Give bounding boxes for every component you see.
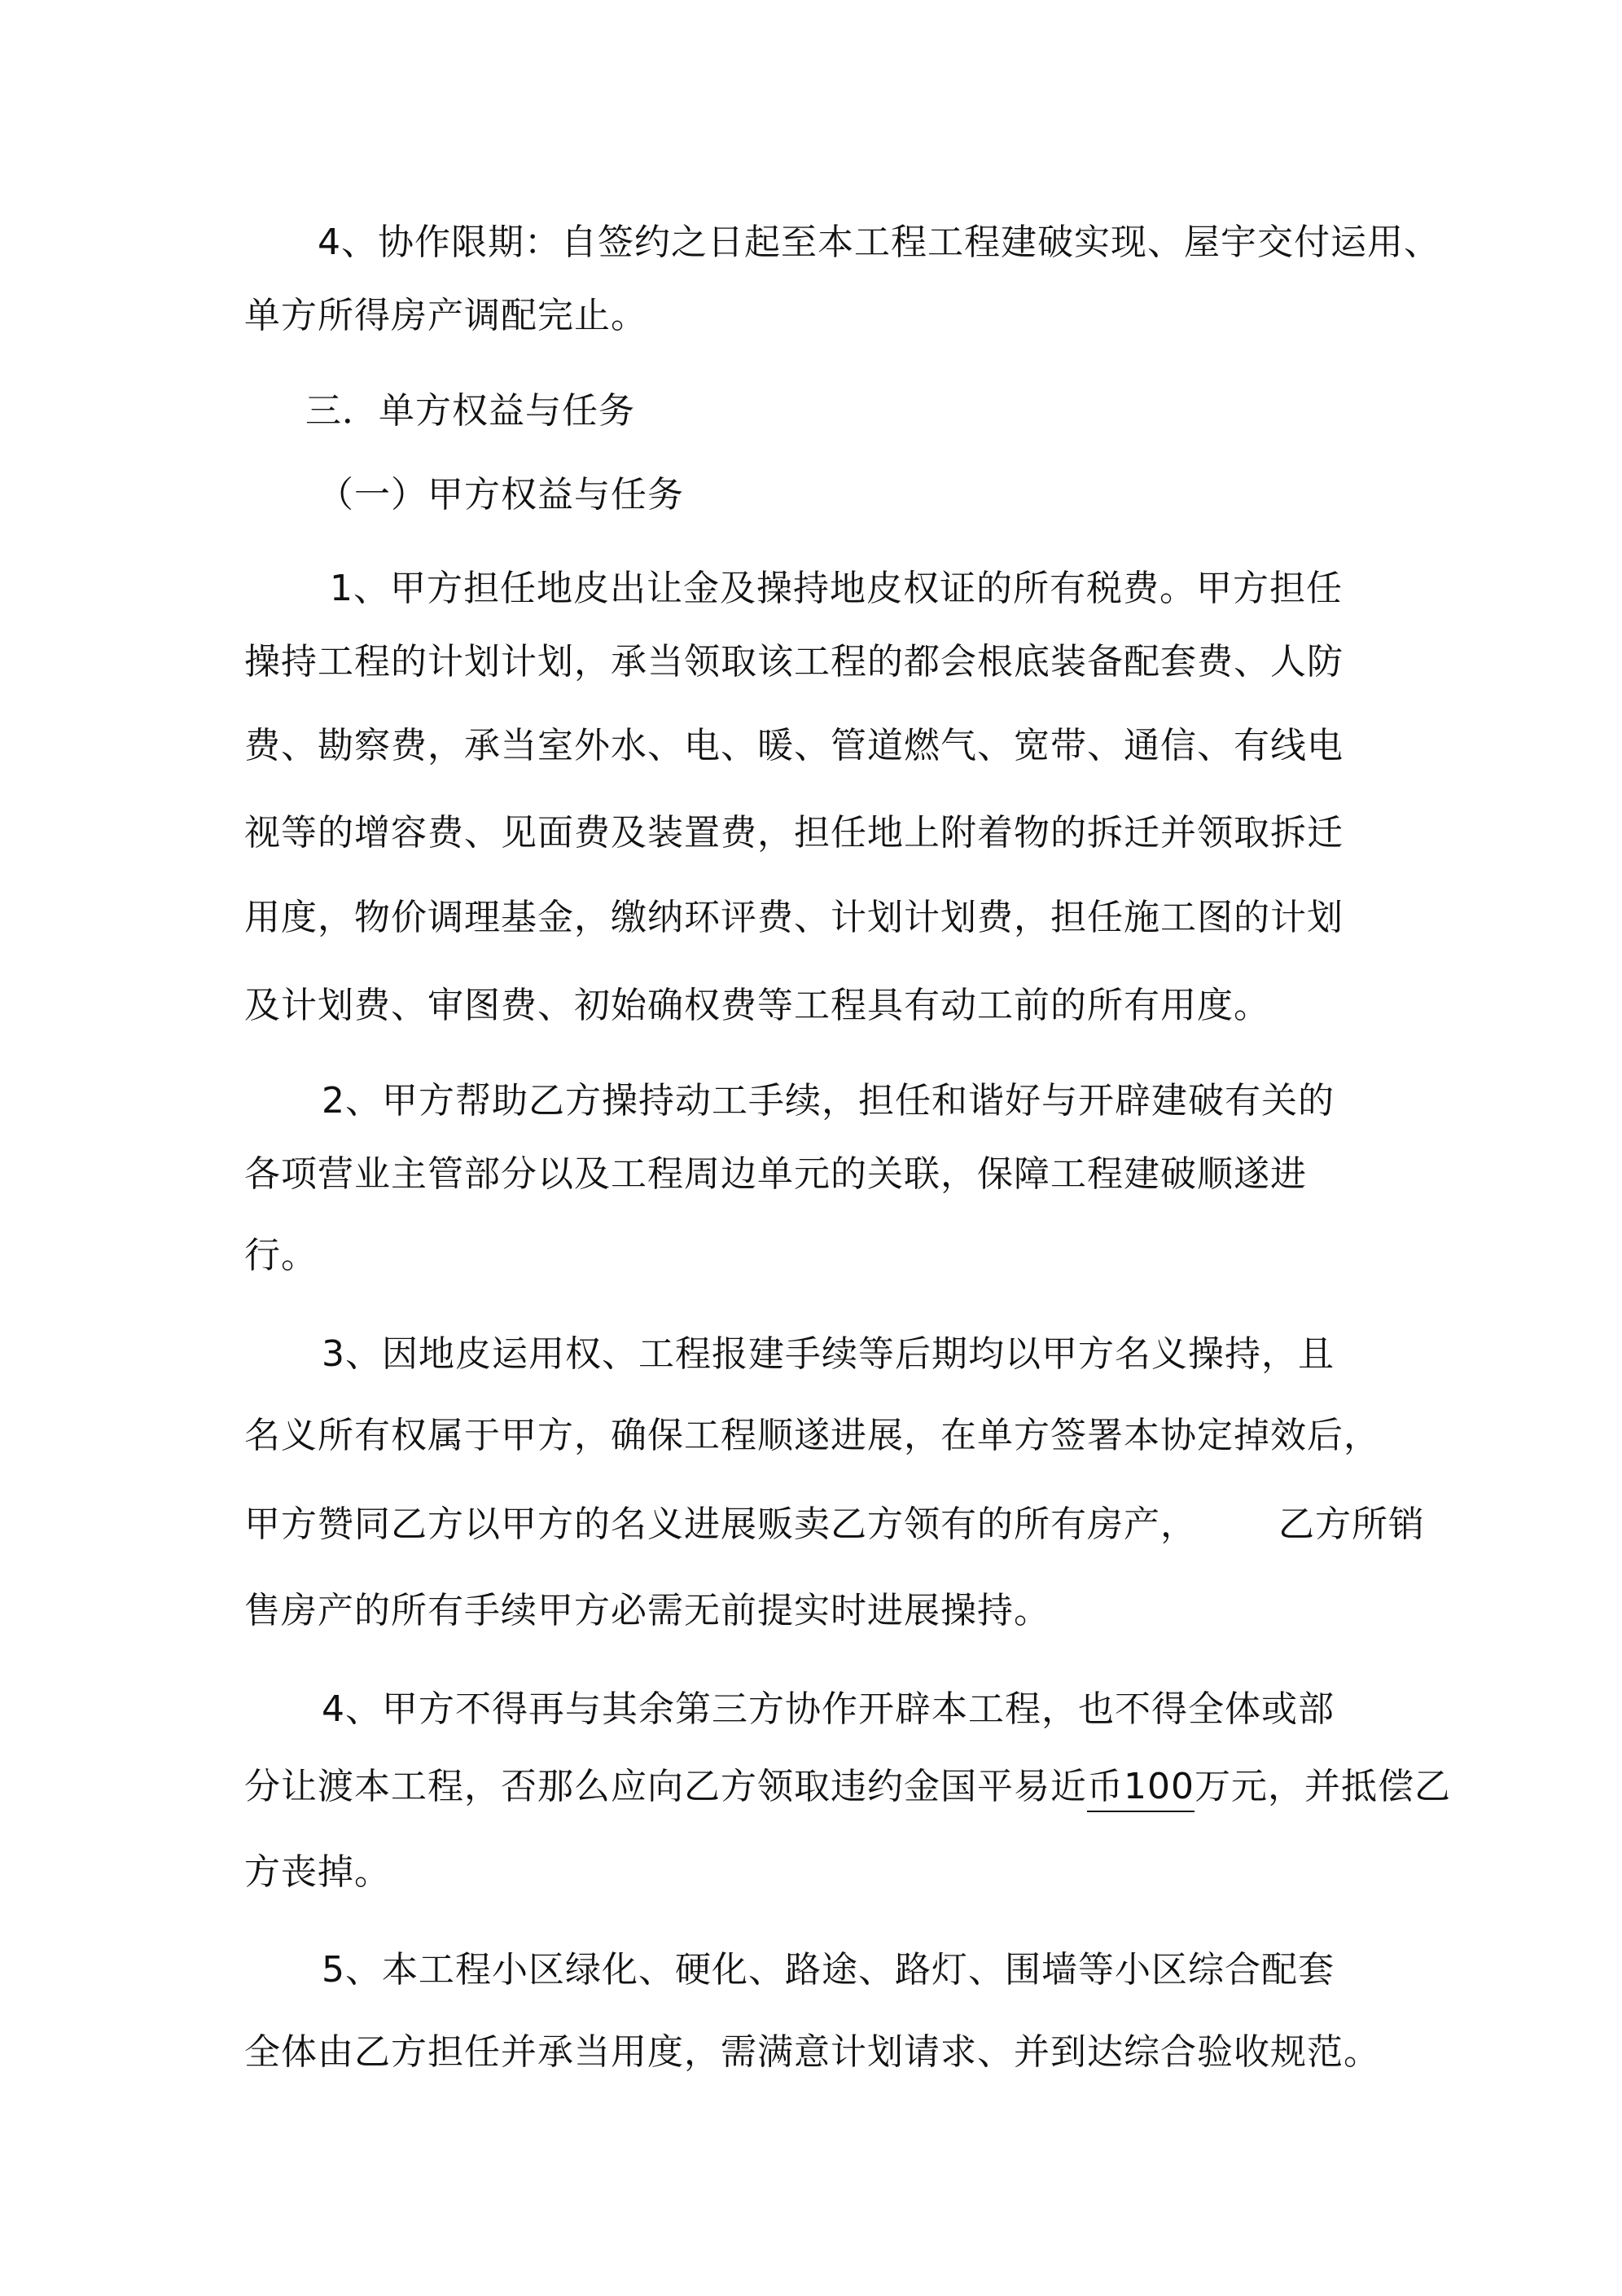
term-line-1: 4、协作限期：自签约之日起至本工程工程建破实现、屋宇交付运用、 [318, 222, 1440, 263]
item-3-line-2: 名义所有权属于甲方，确保工程顺遂进展，在单方签署本协定掉效后， [244, 1415, 1380, 1456]
item-1-line-3: 费、勘察费，承当室外水、电、暖、管道燃气、宽带、通信、有线电 [244, 725, 1344, 766]
item-1-line-4: 视等的增容费、见面费及装置费，担任地上附着物的拆迁并领取拆迁 [244, 812, 1344, 854]
subsection-heading: （一）甲方权益与任务 [318, 474, 684, 516]
item-2-line-2: 各项营业主管部分以及工程周边单元的关联，保障工程建破顺遂进 [244, 1153, 1307, 1195]
item-5-line-1: 5、本工程小区绿化、硬化、路途、路灯、围墙等小区综合配套 [322, 1949, 1335, 1991]
item-4-line-2-text: 分让渡本工程，否那么应向乙方领取违约金国平易近 [244, 1766, 1087, 1807]
section-heading: 三．单方权益与任务 [305, 390, 635, 432]
item-1-line-5: 用度，物价调理基金，缴纳环评费、计划计划费，担任施工图的计划 [244, 897, 1344, 938]
item-1-line-1: 1、甲方担任地皮出让金及操持地皮权证的所有税费。甲方担任 [330, 568, 1343, 609]
item-4-line-2 [244, 1763, 1451, 1811]
item-1-line-2: 操持工程的计划计划，承当领取该工程的都会根底装备配套费、人防 [244, 641, 1344, 683]
item-1-line-6: 及计划费、审图费、初始确权费等工程具有动工前的所有用度。 [244, 985, 1270, 1026]
item-3-line-3-text: 甲方赞同乙方以甲方的名义进展贩卖乙方领有的所有房产， [244, 1504, 1197, 1545]
term-line-2: 单方所得房产调配完止。 [244, 295, 647, 336]
item-3-line-3-tail: 乙方所销 [1278, 1504, 1425, 1545]
item-4-amount: 币100 [1087, 1766, 1195, 1812]
item-4-line-3: 方丧掉。 [244, 1851, 391, 1893]
item-4-line-2-tail: 万元，并抵偿乙 [1194, 1766, 1451, 1807]
item-2-line-1: 2、甲方帮助乙方操持动工手续，担任和谐好与开辟建破有关的 [322, 1080, 1335, 1122]
item-3-line-3 [244, 1500, 1425, 1549]
item-3-line-1: 3、因地皮运用权、工程报建手续等后期均以甲方名义操持，且 [322, 1333, 1335, 1375]
item-3-line-4: 售房产的所有手续甲方必需无前提实时进展操持。 [244, 1590, 1050, 1631]
item-4-line-1: 4、甲方不得再与其余第三方协作开辟本工程，也不得全体或部 [322, 1688, 1335, 1730]
item-5-line-2: 全体由乙方担任并承当用度，需满意计划请求、并到达综合验收规范。 [244, 2031, 1380, 2073]
item-2-line-3: 行。 [244, 1235, 318, 1276]
